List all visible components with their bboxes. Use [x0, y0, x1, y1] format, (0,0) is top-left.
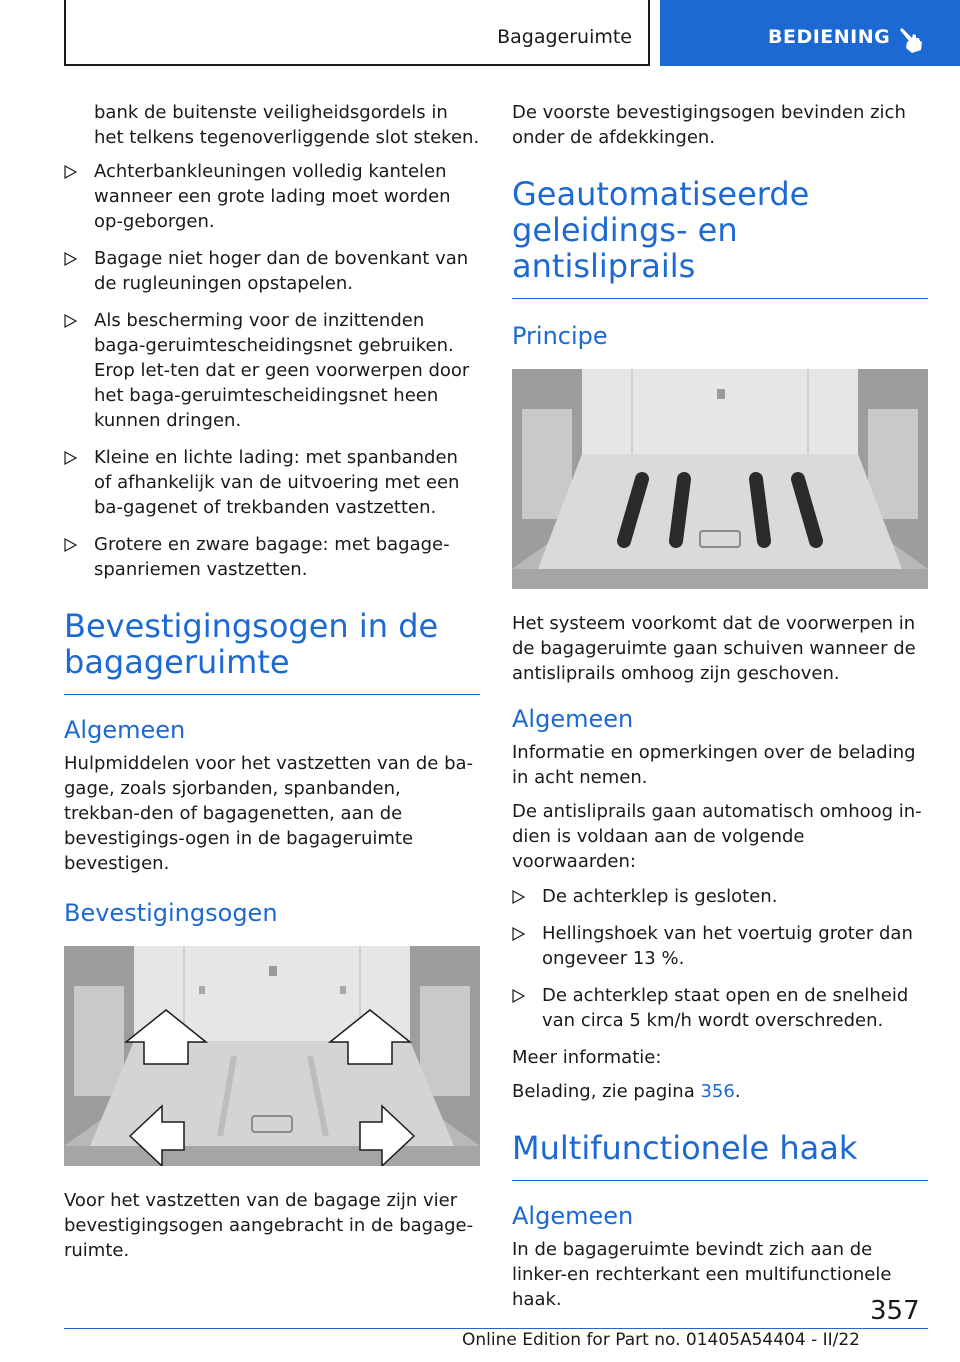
- list-item: [64, 445, 480, 520]
- principle-text: Het systeem voorkomt dat de voorwerpen in de bagageruimte gaan schuiven wanneer de antisliprails omhoog zijn geschoven.: [512, 613, 916, 684]
- list-item: [64, 246, 480, 296]
- list-item: [64, 308, 480, 433]
- list-item-text: De achterklep is gesloten.: [542, 886, 778, 907]
- list-item: [512, 884, 928, 909]
- triangle-bullet-icon: [512, 989, 526, 1003]
- trunk-tie-down-eyes-illustration: [64, 946, 480, 1166]
- section-title-antislip-rails: Geautomatiseerde geleidings- en antisliprails: [512, 176, 928, 299]
- triangle-bullet-icon: [512, 927, 526, 941]
- list-item: [64, 159, 480, 234]
- antislip-rails-illustration: [512, 369, 928, 589]
- header-section-box: [64, 0, 650, 66]
- list-item-text: Als bescherming voor de inzittenden baga-geruimtescheidingsnet gebruiken. Erop let-ten dat er geen voorwerpen door het baga-geruimtescheidingsnet heen kunnen dringen.: [94, 310, 470, 431]
- subsection-title-hook-general: Algemeen: [512, 1202, 634, 1230]
- safety-bullet-list: [64, 159, 480, 582]
- footer-divider: [64, 1328, 928, 1329]
- tie-down-eyes-caption: Voor het vastzetten van de bagage zijn vier bevestigingsogen aangebracht in de bagage-ruimte.: [64, 1190, 474, 1261]
- left-column: [64, 100, 480, 1272]
- triangle-bullet-icon: [64, 165, 78, 179]
- loading-reference: [512, 1079, 928, 1104]
- list-item-text: Hellingshoek van het voertuig groter dan ongeveer 13 %.: [542, 923, 913, 969]
- page-356-link[interactable]: 356: [700, 1081, 735, 1102]
- list-item: [512, 921, 928, 971]
- subsection-title-general: Algemeen: [64, 716, 186, 744]
- subsection-title-general-rails: Algemeen: [512, 705, 634, 733]
- front-eyes-text: De voorste bevestigingsogen bevinden zich onder de afdekkingen.: [512, 102, 906, 148]
- header-section-title: Bagageruimte: [497, 26, 632, 48]
- loading-reference-text: Belading, zie pagina: [512, 1081, 695, 1102]
- right-column: [512, 100, 928, 1321]
- triangle-bullet-icon: [64, 538, 78, 552]
- general-rails-text-1: Informatie en opmerkingen over de belading in acht nemen.: [512, 742, 916, 788]
- general-rails-text-2: De antisliprails gaan automatisch omhoog in-dien is voldaan aan de volgende voorwaarden:: [512, 801, 922, 872]
- subsection-title-principle: Principe: [512, 322, 608, 350]
- general-text: Hulpmiddelen voor het vastzetten van de ba-gage, zoals sjorbanden, spanbanden, trekban-den of bagagenetten, aan de bevestigings-ogen in de bagageruimte bevestigen.: [64, 753, 474, 874]
- footer-edition: Online Edition for Part no. 01405A54404 - II/22: [461, 1330, 860, 1350]
- list-item-text: De achterklep staat open en de snelheid van circa 5 km/h wordt overschreden.: [542, 985, 909, 1031]
- triangle-bullet-icon: [512, 890, 526, 904]
- triangle-bullet-icon: [64, 451, 78, 465]
- list-item: [64, 532, 480, 582]
- triangle-bullet-icon: [64, 252, 78, 266]
- section-title-tie-down-eyes: Bevestigingsogen in de bagageruimte: [64, 608, 480, 695]
- conditions-bullet-list: [512, 884, 928, 1033]
- list-item-text: Bagage niet hoger dan de bovenkant van de rugleuningen opstapelen.: [94, 248, 469, 294]
- list-item-text: Achterbankleuningen volledig kantelen wanneer een grote lading moet worden op-geborgen.: [94, 161, 451, 232]
- loading-reference-end: .: [734, 1081, 741, 1102]
- more-info-label: Meer informatie:: [512, 1047, 662, 1068]
- subsection-title-tie-down-eyes: Bevestigingsogen: [64, 899, 278, 927]
- hook-text: In de bagageruimte bevindt zich aan de linker-en rechterkant een multifunctionele haak.: [512, 1239, 892, 1310]
- triangle-bullet-icon: [64, 314, 78, 328]
- header-chapter-title: BEDIENING: [768, 26, 891, 48]
- intro-text: bank de buitenste veiligheidsgordels in het telkens tegenoverliggende slot steken.: [94, 102, 480, 148]
- header-chapter-box: [660, 0, 960, 66]
- section-title-multifunction-hook: Multifunctionele haak: [512, 1130, 928, 1181]
- page-number: 357: [870, 1296, 920, 1326]
- list-item: [512, 983, 928, 1033]
- list-item-text: Grotere en zware bagage: met bagage-spanriemen vastzetten.: [94, 534, 450, 580]
- pointing-hand-icon: [898, 24, 924, 54]
- list-item-text: Kleine en lichte lading: met spanbanden of afhankelijk van de uitvoering met een ba-gagenet of trekbanden vastzetten.: [94, 447, 460, 518]
